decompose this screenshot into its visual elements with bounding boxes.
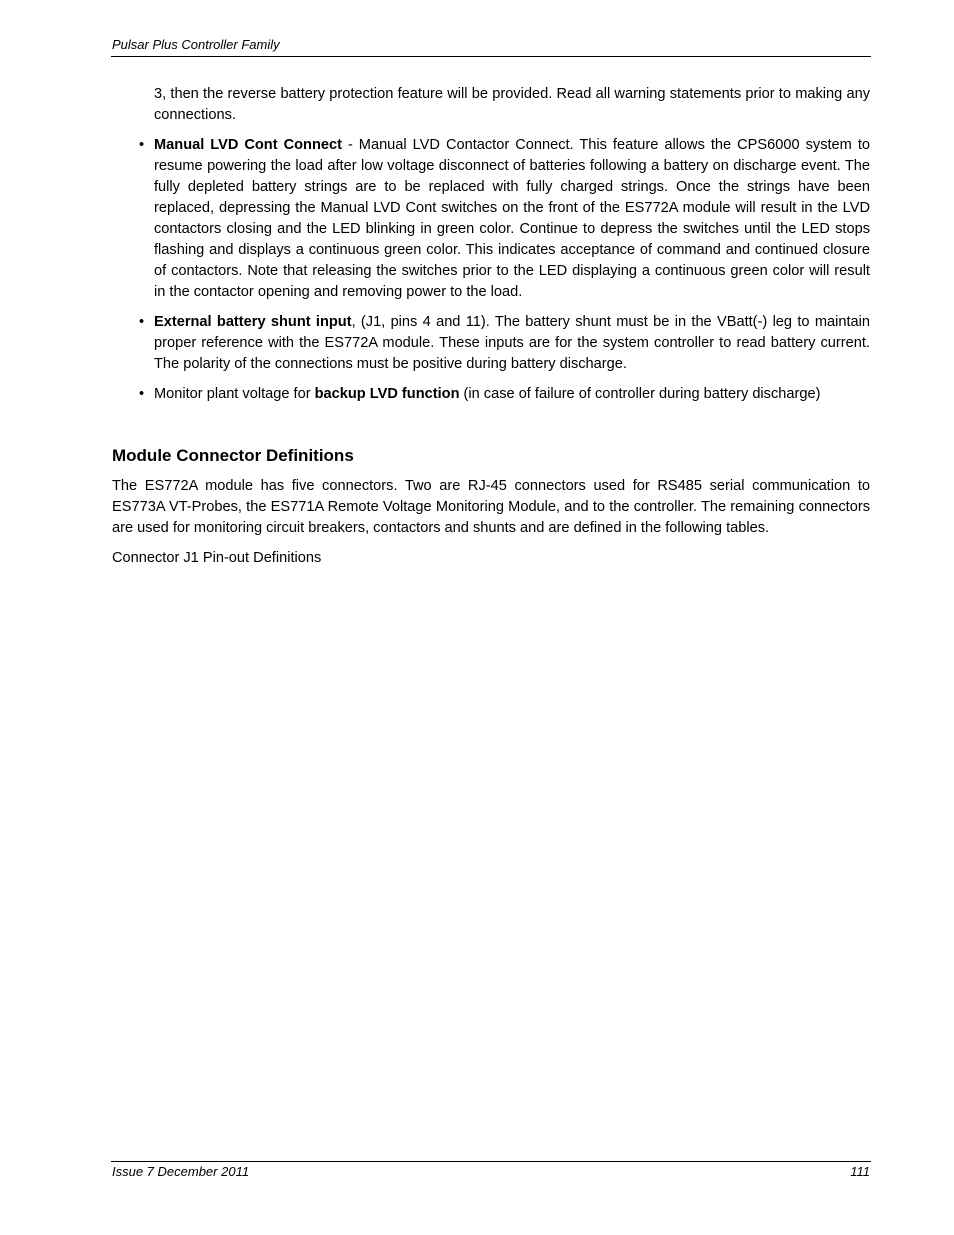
section-intro-paragraph: The ES772A module has five connectors. Two are RJ-45 connectors used for RS485 serial communication to ES773A VT-Probes, the ES771A Remote Voltage Monitoring Module, and to the controller. The remaining connectors are used for monitoring circuit breakers, contactors and shunts and are defined in the following tables. bbox=[112, 478, 870, 536]
bullet-monitor-plant-voltage bbox=[112, 384, 870, 405]
table-caption: Connector J1 Pin-out Definitions bbox=[112, 550, 322, 566]
bullet-manual-lvd-cont-connect bbox=[112, 135, 870, 303]
footer-page-number: 111 bbox=[850, 1164, 870, 1179]
continuation-paragraph: 3, then the reverse battery protection feature will be provided. Read all warning statements prior to making any connections. bbox=[154, 86, 870, 123]
bullet-pre-text: Monitor plant voltage for bbox=[154, 386, 315, 402]
bullet-text: - Manual LVD Contactor Connect. This feature allows the CPS6000 system to resume powering the load after low voltage disconnect of batteries following a battery on discharge event. The fully depleted battery strings are to be replaced with fully charged strings. Once the strings have been replaced, depressing the Manual LVD Cont switches on the front of the ES772A module will result in the LVD contactors closing and the LED blinking in green color. Continue to depress the switches until the LED stops flashing and displays a continuous green color. This indicates acceptance of command and continued closure of contactors. Note that releasing the switches prior to the LED displaying a continuous green color will result in the contactor opening and removing power to the load. bbox=[154, 137, 870, 300]
bullet-lead-term: backup LVD function bbox=[314, 386, 460, 402]
page-header bbox=[111, 36, 871, 57]
footer-issue-date: Issue 7 December 2011 bbox=[112, 1164, 250, 1179]
header-title: Pulsar Plus Controller Family bbox=[112, 37, 280, 52]
bullet-lead-term: External battery shunt input bbox=[154, 314, 352, 330]
bullet-icon: • bbox=[139, 314, 145, 330]
bullet-lead-term: Manual LVD Cont Connect bbox=[154, 137, 342, 153]
section-heading: Module Connector Definitions bbox=[112, 446, 354, 465]
bullet-text: (in case of failure of controller during battery discharge) bbox=[459, 386, 821, 402]
feature-bullet-list bbox=[112, 135, 870, 405]
page-content bbox=[112, 84, 870, 569]
page-footer bbox=[111, 1161, 871, 1184]
bullet-icon: • bbox=[139, 137, 145, 153]
bullet-text: , (J1, pins 4 and 11). The battery shunt must be in the VBatt(-) leg to maintain proper reference with the ES772A module. These inputs are for the system controller to read battery current. The polarity of the connections must be positive during battery discharge. bbox=[154, 314, 870, 372]
bullet-external-battery-shunt-input bbox=[112, 312, 870, 375]
bullet-icon: • bbox=[139, 386, 145, 402]
